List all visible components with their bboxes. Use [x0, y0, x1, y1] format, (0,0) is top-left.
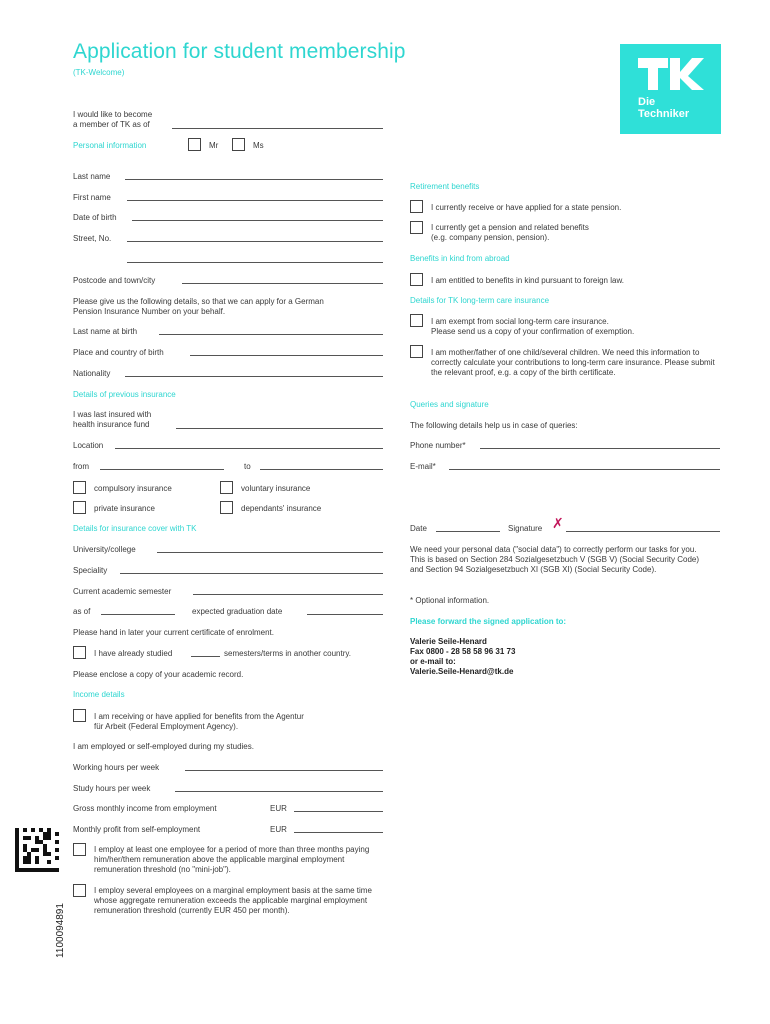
phone-label: Phone number*: [410, 441, 466, 450]
speciality-field[interactable]: [120, 573, 383, 574]
date-field[interactable]: [436, 531, 500, 532]
birth-place-field[interactable]: [190, 355, 383, 356]
email-field[interactable]: [449, 469, 720, 470]
semesters-count-field[interactable]: [191, 656, 220, 657]
tk-logo-mark: [620, 44, 721, 96]
speciality-label: Speciality: [73, 566, 108, 575]
optional-note: * Optional information.: [410, 596, 490, 605]
private-checkbox[interactable]: [73, 501, 86, 514]
hand-in-note: Please hand in later your current certificate of enrolment.: [73, 628, 274, 637]
last-name-label: Last name: [73, 172, 111, 181]
already-studied-checkbox[interactable]: [73, 646, 86, 659]
already-studied-label: I have already studied: [94, 649, 173, 658]
employ-several-checkbox[interactable]: [73, 884, 86, 897]
street-field[interactable]: [127, 241, 383, 242]
ms-label: Ms: [253, 141, 264, 150]
birth-name-field[interactable]: [159, 334, 383, 335]
exempt-checkbox[interactable]: [410, 314, 423, 327]
receiving-benefits-checkbox[interactable]: [73, 709, 86, 722]
mr-checkbox[interactable]: [188, 138, 201, 151]
monthly-profit-currency: EUR: [270, 825, 287, 834]
university-label: University/college: [73, 545, 136, 554]
employ-several-label: I employ several employees on a marginal employment basis at the same time whose aggregate remuneration exceeds the applicable marginal employment remuneration threshold (currently EUR 450 per month).: [94, 886, 372, 915]
graduation-field[interactable]: [307, 614, 383, 615]
as-of-field[interactable]: [101, 614, 175, 615]
receiving-label-2: für Arbeit (Federal Employment Agency).: [94, 722, 239, 731]
parent-checkbox[interactable]: [410, 345, 423, 358]
phone-field[interactable]: [480, 448, 720, 449]
gross-income-currency: EUR: [270, 804, 287, 813]
contact-name: Valerie Seile-Henard: [410, 637, 487, 646]
nationality-field[interactable]: [125, 376, 383, 377]
forward-heading: Please forward the signed application to:: [410, 617, 567, 626]
parent-label: I am mother/father of one child/several children. We need this information to correctly calculate your contributions to long-term care insurance. Please submit the relevant proof, e.g. a copy of the birth certificate.: [431, 348, 715, 377]
contact-or: or e-mail to:: [410, 657, 456, 666]
from-field[interactable]: [100, 469, 224, 470]
mr-label: Mr: [209, 141, 219, 150]
last-insured-field[interactable]: [176, 428, 383, 429]
tk-logo: [620, 44, 721, 134]
dob-field[interactable]: [132, 220, 383, 221]
location-field[interactable]: [115, 448, 383, 449]
birth-name-label: Last name at birth: [73, 327, 138, 336]
section-cover-tk: Details for insurance cover with TK: [73, 524, 197, 533]
voluntary-label: voluntary insurance: [241, 484, 311, 493]
foreign-benefits-checkbox[interactable]: [410, 273, 423, 286]
university-field[interactable]: [157, 552, 383, 553]
compulsory-checkbox[interactable]: [73, 481, 86, 494]
signature-field[interactable]: [566, 531, 720, 532]
nationality-label: Nationality: [73, 369, 111, 378]
become-label-1: I would like to become: [73, 110, 153, 119]
state-pension-label: I currently receive or have applied for a state pension.: [431, 203, 622, 212]
logo-line-2: Techniker: [638, 108, 690, 120]
pension-related-label-2: (e.g. company pension, pension).: [431, 233, 550, 242]
signature-mark-icon: ✗: [552, 515, 564, 531]
voluntary-checkbox[interactable]: [220, 481, 233, 494]
birth-place-label: Place and country of birth: [73, 348, 164, 357]
monthly-profit-field[interactable]: [294, 832, 383, 833]
pension-related-label-1: I currently get a pension and related benefits: [431, 223, 589, 232]
dob-label: Date of birth: [73, 213, 117, 222]
section-queries: Queries and signature: [410, 400, 489, 409]
postcode-label: Postcode and town/city: [73, 276, 156, 285]
ms-checkbox[interactable]: [232, 138, 245, 151]
enclose-note: Please enclose a copy of your academic record.: [73, 670, 244, 679]
semester-field[interactable]: [193, 594, 383, 595]
barcode-number: 1100094891: [54, 903, 66, 958]
working-hours-label: Working hours per week: [73, 763, 160, 772]
compulsory-label: compulsory insurance: [94, 484, 172, 493]
email-label: E-mail*: [410, 462, 436, 471]
exempt-label-1: I am exempt from social long-term care insurance.: [431, 317, 609, 326]
working-hours-field[interactable]: [185, 770, 383, 771]
contact-email[interactable]: Valerie.Seile-Henard@tk.de: [410, 667, 514, 676]
section-personal-info: Personal information: [73, 141, 147, 150]
location-label: Location: [73, 441, 104, 450]
to-field[interactable]: [260, 469, 383, 470]
last-insured-label-2: health insurance fund: [73, 420, 150, 429]
employed-note: I am employed or self-employed during my studies.: [73, 742, 254, 751]
exempt-label-2: Please send us a copy of your confirmation of exemption.: [431, 327, 635, 336]
section-ltc: Details for TK long-term care insurance: [410, 296, 550, 305]
data-matrix-code: [15, 828, 59, 872]
section-income: Income details: [73, 690, 125, 699]
graduation-label: expected graduation date: [192, 607, 283, 616]
street-label: Street, No.: [73, 234, 112, 243]
page-subtitle: (TK-Welcome): [73, 68, 125, 77]
section-prev-insurance: Details of previous insurance: [73, 390, 176, 399]
signature-label: Signature: [508, 524, 543, 533]
to-label: to: [244, 462, 251, 471]
study-hours-label: Study hours per week: [73, 784, 151, 793]
as-of-label: as of: [73, 607, 91, 616]
employ-one-checkbox[interactable]: [73, 843, 86, 856]
dependants-label: dependants' insurance: [241, 504, 322, 513]
monthly-profit-label: Monthly profit from self-employment: [73, 825, 201, 834]
study-hours-field[interactable]: [175, 791, 383, 792]
first-name-field[interactable]: [127, 200, 383, 201]
from-label: from: [73, 462, 89, 471]
gross-income-label: Gross monthly income from employment: [73, 804, 217, 813]
become-label-2: a member of TK as of: [73, 120, 150, 129]
first-name-label: First name: [73, 193, 111, 202]
employ-one-label: I employ at least one employee for a period of more than three months paying him/her/them remuneration above the applicable marginal employment remuneration threshold (no "mini-job").: [94, 845, 370, 874]
foreign-benefits-label: I am entitled to benefits in kind pursuant to foreign law.: [431, 276, 625, 285]
state-pension-checkbox[interactable]: [410, 200, 423, 213]
date-label: Date: [410, 524, 427, 533]
last-name-field[interactable]: [125, 179, 383, 180]
private-label: private insurance: [94, 504, 155, 513]
membership-date-field[interactable]: [172, 128, 383, 129]
receiving-label-1: I am receiving or have applied for benefits from the Agentur: [94, 712, 304, 721]
semester-label: Current academic semester: [73, 587, 172, 596]
street-field-2[interactable]: [127, 262, 383, 263]
already-studied-label-2: semesters/terms in another country.: [224, 649, 352, 658]
contact-fax: Fax 0800 - 28 58 58 96 31 73: [410, 647, 516, 656]
gross-income-field[interactable]: [294, 811, 383, 812]
postcode-field[interactable]: [182, 283, 383, 284]
pension-note-1: Please give us the following details, so that we can apply for a German: [73, 297, 324, 306]
pension-related-checkbox[interactable]: [410, 221, 423, 234]
personal-data-note: We need your personal data ("social data") to correctly perform our tasks for you. This is based on Section 284 Sozialgesetzbuch V (SGB V) (Social Security Code) and Section 94 Sozialgesetzbuch XI (SGB XI) (Social Security Code).: [410, 545, 700, 574]
page-title: Application for student membership: [73, 40, 406, 63]
section-benefits-abroad: Benefits in kind from abroad: [410, 254, 510, 263]
logo-line-1: Die: [638, 96, 656, 108]
section-retirement: Retirement benefits: [410, 182, 480, 191]
pension-note-2: Pension Insurance Number on your behalf.: [73, 307, 226, 316]
dependants-checkbox[interactable]: [220, 501, 233, 514]
queries-note: The following details help us in case of queries:: [410, 421, 578, 430]
last-insured-label-1: I was last insured with: [73, 410, 152, 419]
